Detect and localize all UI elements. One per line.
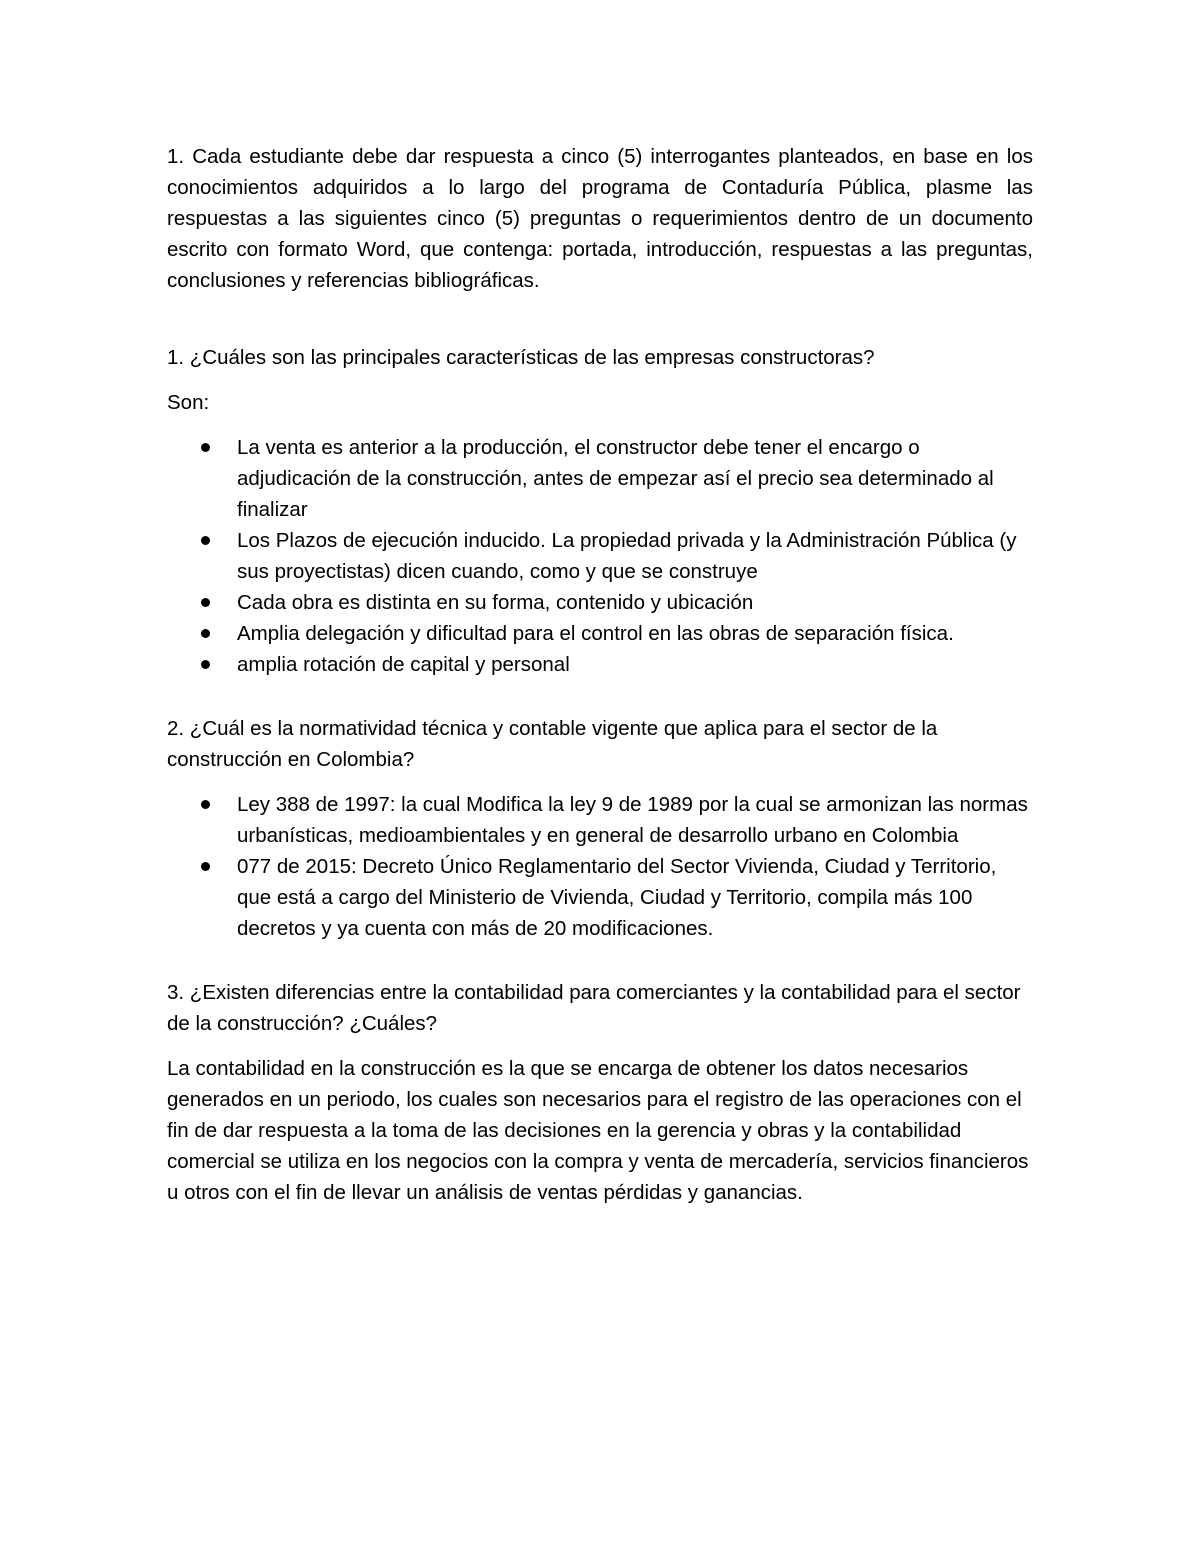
list-item	[167, 851, 1033, 944]
list-item-text: Cada obra es distinta en su forma, contenido y ubicación	[237, 591, 754, 614]
question-3: 3. ¿Existen diferencias entre la contabilidad para comerciantes y la contabilidad para el sector de la construcción? ¿Cuáles?	[167, 981, 1021, 1035]
bullet-icon	[201, 598, 210, 607]
spacer	[167, 680, 1033, 713]
list-item-text: Ley 388 de 1997: la cual Modifica la ley 9 de 1989 por la cual se armonizan las normas urbanísticas, medioambientales y en general de desarrollo urbano en Colombia	[237, 793, 1028, 847]
question-1-list	[167, 432, 1033, 680]
list-item-text: amplia rotación de capital y personal	[237, 653, 570, 676]
bullet-icon	[201, 800, 210, 809]
spacer	[167, 373, 1033, 387]
list-item-text: Los Plazos de ejecución inducido. La propiedad privada y la Administración Pública (y sus proyectistas) dicen cuando, como y que se construye	[237, 529, 1017, 583]
list-item-text: 077 de 2015: Decreto Único Reglamentario del Sector Vivienda, Ciudad y Territorio, que está a cargo del Ministerio de Vivienda, Ciudad y Territorio, compila más 100 decretos y ya cuenta con más de 20 modificaciones.	[237, 855, 997, 940]
list-item	[167, 525, 1033, 587]
bullet-icon	[201, 443, 210, 452]
question-1: 1. ¿Cuáles son las principales características de las empresas constructoras?	[167, 346, 875, 369]
list-item	[167, 618, 1033, 649]
spacer	[167, 775, 1033, 789]
question-1-lead: Son:	[167, 391, 210, 414]
spacer	[167, 1039, 1033, 1053]
spacer	[167, 944, 1033, 977]
bullet-icon	[201, 862, 210, 871]
question-3-answer: La contabilidad en la construcción es la que se encarga de obtener los datos necesarios generados en un periodo, los cuales son necesarios para el registro de las operaciones con el fin de dar respuesta a la toma de las decisiones en la gerencia y obras y la contabilidad comercial se utiliza en los negocios con la compra y venta de mercadería, servicios financieros u otros con el fin de llevar un análisis de ventas pérdidas y ganancias.	[167, 1057, 1029, 1204]
list-item	[167, 789, 1033, 851]
bullet-icon	[201, 660, 210, 669]
list-item-text: La venta es anterior a la producción, el constructor debe tener el encargo o adjudicación de la construcción, antes de empezar así el precio sea determinado al finalizar	[237, 436, 994, 521]
list-item	[167, 432, 1033, 525]
question-2: 2. ¿Cuál es la normatividad técnica y contable vigente que aplica para el sector de la construcción en Colombia?	[167, 717, 938, 771]
list-item-text: Amplia delegación y dificultad para el control en las obras de separación física.	[237, 622, 954, 645]
document-body	[167, 141, 1033, 1208]
spacer	[167, 296, 1033, 342]
list-item	[167, 587, 1033, 618]
list-item	[167, 649, 1033, 680]
spacer	[167, 418, 1033, 432]
bullet-icon	[201, 629, 210, 638]
question-2-list	[167, 789, 1033, 944]
bullet-icon	[201, 536, 210, 545]
intro-paragraph: 1. Cada estudiante debe dar respuesta a cinco (5) interrogantes planteados, en base en los conocimientos adquiridos a lo largo del programa de Contaduría Pública, plasme las respuestas a las siguientes cinco (5) preguntas o requerimientos dentro de un documento escrito con formato Word, que contenga: portada, introducción, respuestas a las preguntas, conclusiones y referencias bibliográficas.	[167, 145, 1033, 292]
